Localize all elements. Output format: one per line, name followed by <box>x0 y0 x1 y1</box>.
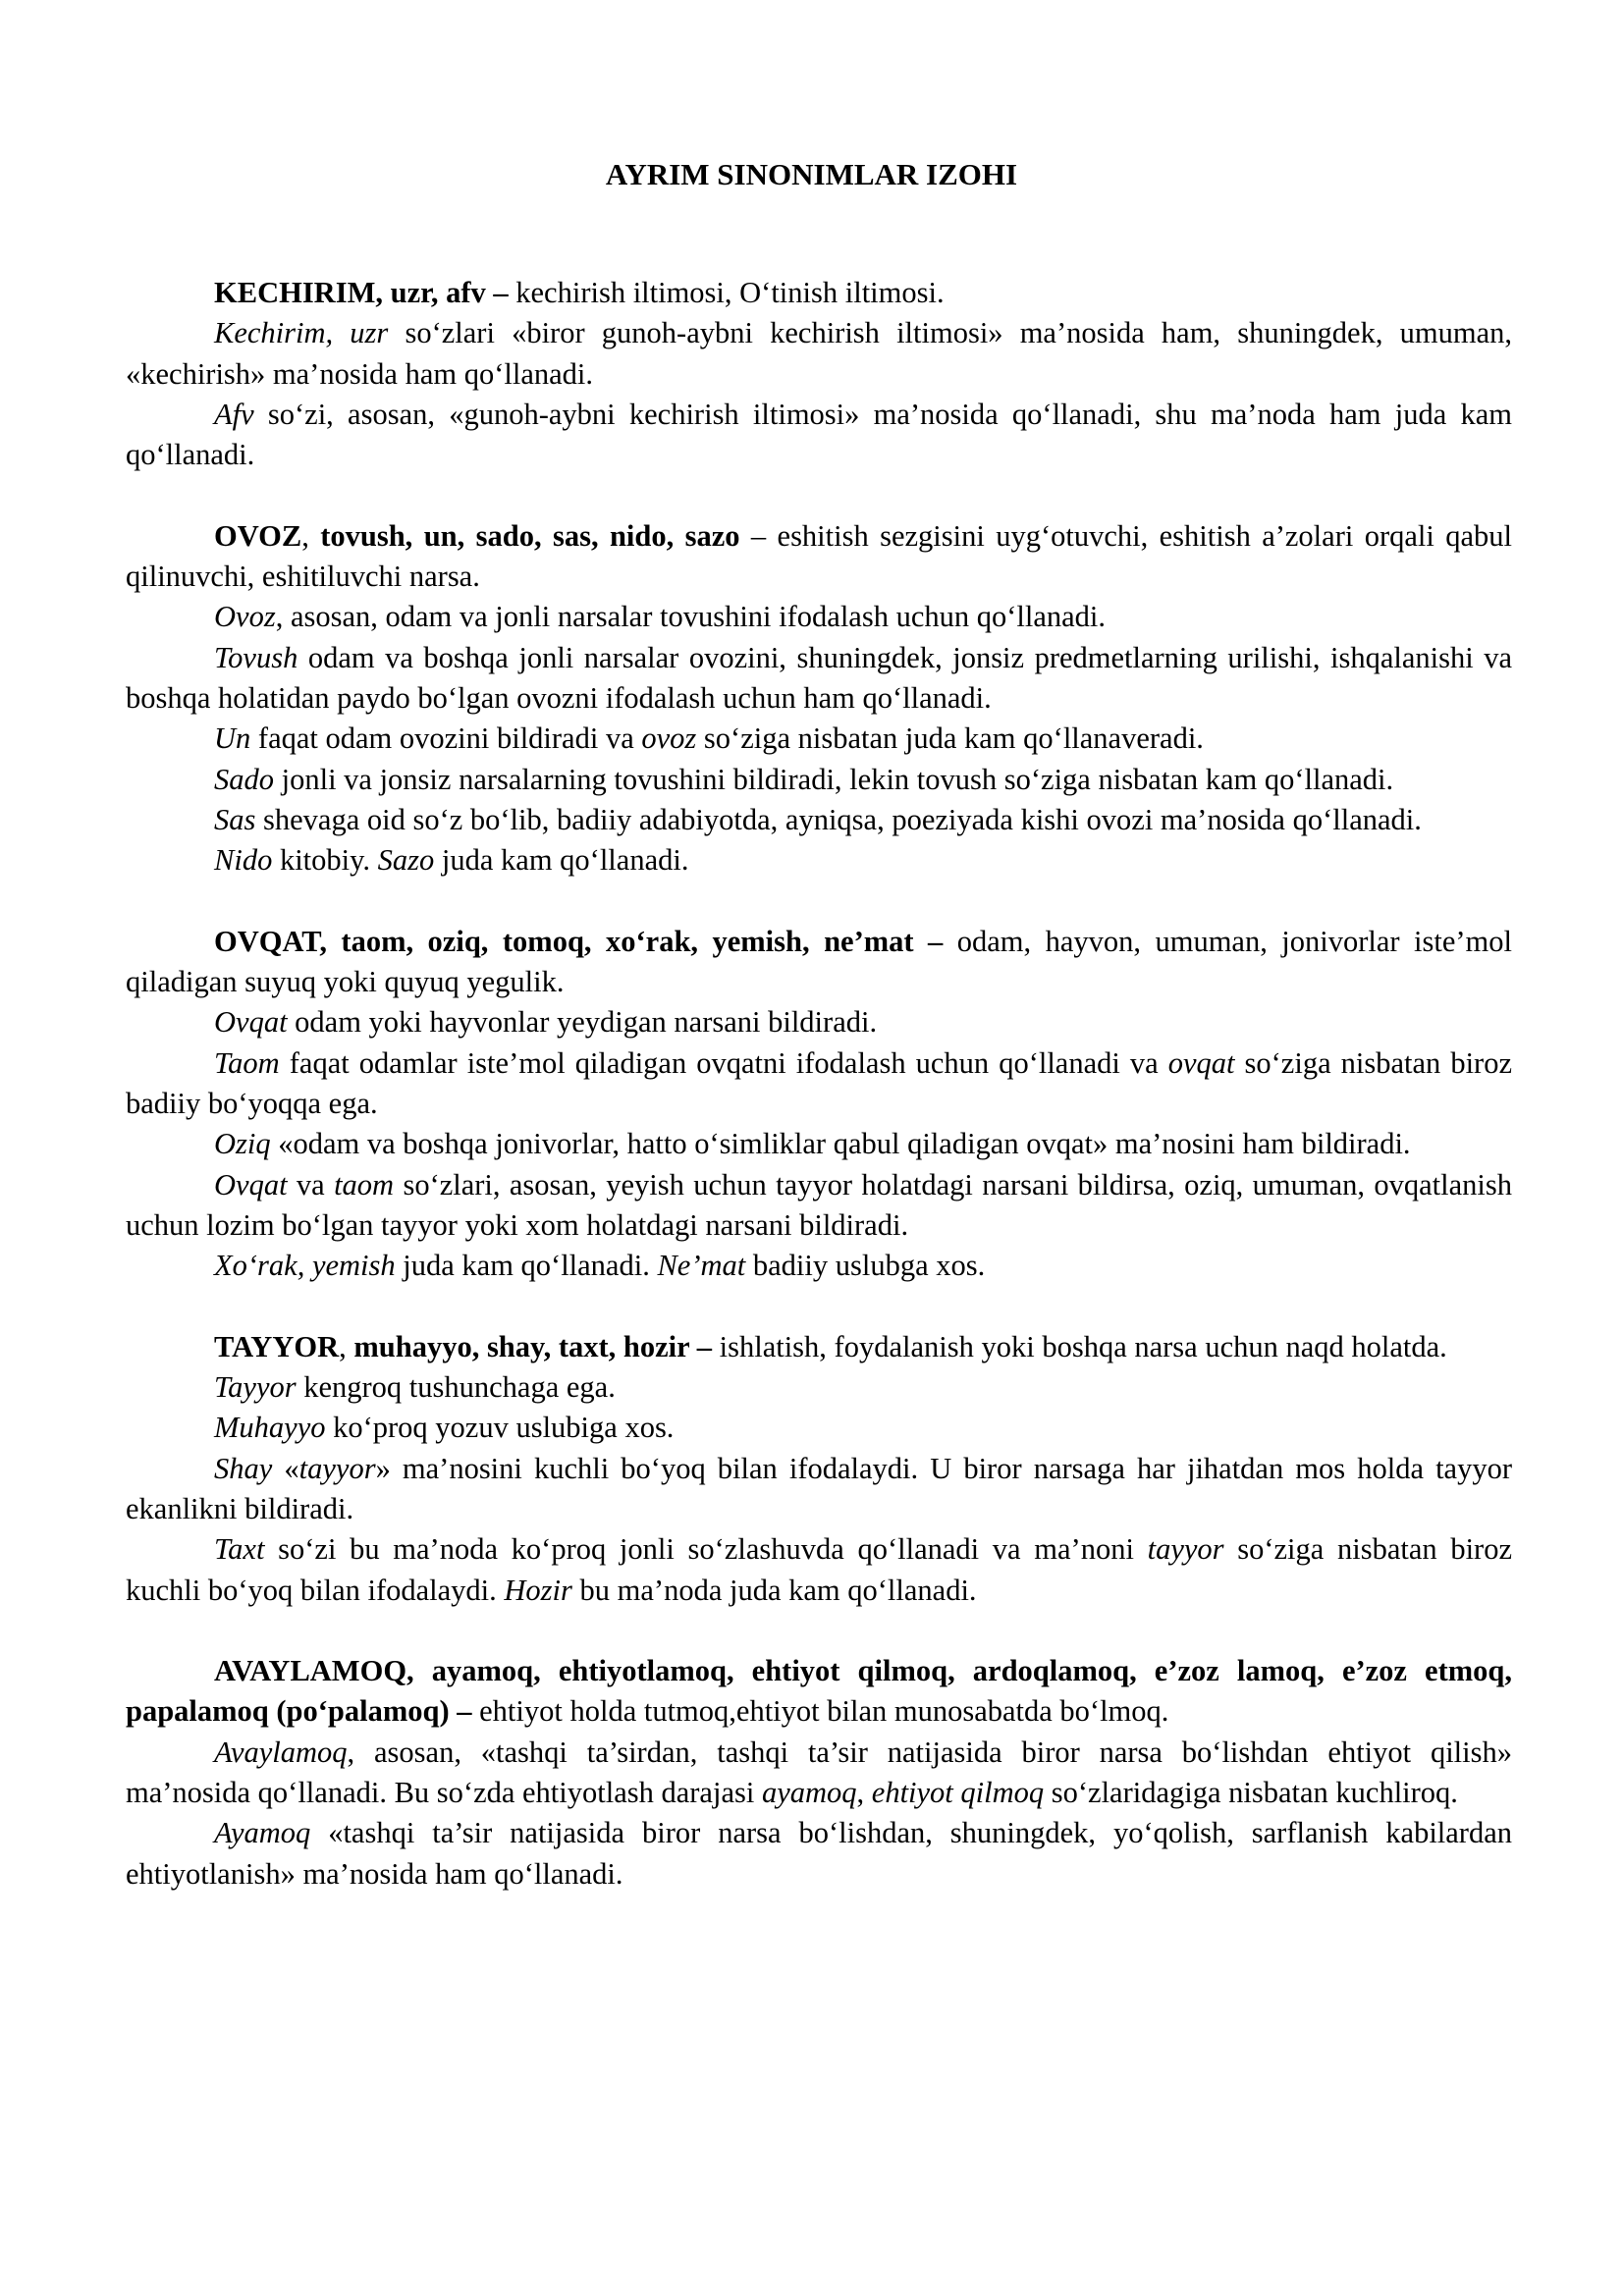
text-run: so‘zlari, asosan, yeyish uchun tayyor holatdagi narsani bildirsa, oziq, umuman, ovqatlanish uchun lozim bo‘lgan tayyor yoki xom holatdagi narsani bildiradi. <box>126 1167 1512 1242</box>
italic-term: Xo‘rak, yemish <box>214 1249 396 1283</box>
italic-term: taom <box>334 1167 395 1201</box>
text-run: juda kam qo‘llanadi. <box>434 843 689 878</box>
headword-run: OVQAT, taom, oziq, tomoq, xo‘rak, yemish, ne’mat – <box>214 924 944 958</box>
headword-run: AVAYLAMOQ, ayamoq, ehtiyotlamoq, ehtiyot qilmoq, ardoqlamoq, e’zoz lamoq, e’zoz etmoq, papalamoq (po‘palamoq) – <box>126 1654 1512 1729</box>
text-run: so‘zlari «biror gunoh-aybni kechirish iltimosi» ma’nosida ham, shuningdek, umuman, «kechirish» ma’nosida ham qo‘llanadi. <box>126 316 1512 391</box>
italic-term: ovoz <box>641 721 697 756</box>
italic-term: ehtiyot qilmoq <box>871 1775 1045 1809</box>
italic-term: Avaylamoq <box>214 1735 348 1769</box>
text-run: so‘zi, asosan, «gunoh-aybni kechirish iltimosi» ma’nosida qo‘llanadi, shu ma’noda ham juda kam qo‘llanadi. <box>126 397 1512 472</box>
paragraph <box>126 1246 1512 1286</box>
italic-term: tayyor <box>298 1451 376 1485</box>
paragraph <box>126 638 1512 720</box>
text-run: » ma’nosini kuchli bo‘yoq bilan ifodalaydi. U biror narsaga har jihatdan mos holda tayyor ekanlikni bildiradi. <box>126 1451 1512 1525</box>
italic-term: Tovush <box>214 640 298 674</box>
headword-run: TAYYOR <box>214 1329 340 1363</box>
italic-term: Ayamoq <box>214 1816 311 1850</box>
text-run: so‘zi bu ma’noda ko‘proq jonli so‘zlashuvda qo‘llanadi va ma’noni <box>264 1532 1148 1567</box>
paragraph <box>126 1043 1512 1125</box>
page-title: AYRIM SINONIMLAR IZOHI <box>605 157 1018 191</box>
text-run: , <box>339 1329 354 1363</box>
paragraph <box>126 922 1512 1003</box>
text-run: kengroq tushunchaga ega. <box>296 1370 616 1405</box>
paragraph <box>126 719 1512 759</box>
text-run: , <box>301 518 321 553</box>
text-run: – eshitish sezgisini uyg‘otuvchi, eshitish a’zolari orqali qabul qilinuvchi, eshitiluvchi narsa. <box>126 518 1512 594</box>
text-run: bu ma’noda juda kam qo‘llanadi. <box>571 1573 977 1607</box>
paragraph <box>126 1327 1512 1367</box>
text-run: , <box>856 1775 872 1809</box>
italic-term: tayyor <box>1147 1532 1224 1567</box>
paragraph <box>126 313 1512 395</box>
text-run: ehtiyot holda tutmoq,ehtiyot bilan munosabatda bo‘lmoq. <box>471 1694 1169 1729</box>
paragraph <box>126 516 1512 598</box>
text-run: jonli va jonsiz narsalarning tovushini bildiradi, lekin tovush so‘ziga nisbatan kam qo‘llanadi. <box>274 762 1394 796</box>
text-run: odam yoki hayvonlar yeydigan narsani bildiradi. <box>287 1005 878 1040</box>
paragraph <box>126 1529 1512 1611</box>
text-run: so‘ziga nisbatan biroz badiiy bo‘yoqqa ega. <box>126 1045 1512 1120</box>
text-run: odam, hayvon, umuman, jonivorlar iste’mol qiladigan suyuq yoki quyuq yegulik. <box>126 924 1513 999</box>
text-run: so‘zlaridagiga nisbatan kuchliroq. <box>1044 1775 1458 1809</box>
italic-term: Taom <box>214 1045 280 1080</box>
text-run: juda kam qo‘llanadi. <box>395 1249 658 1283</box>
paragraph <box>126 840 1512 881</box>
document-body <box>126 273 1512 1895</box>
paragraph <box>126 273 1512 313</box>
italic-term: Taxt <box>214 1532 265 1567</box>
paragraph <box>126 1002 1512 1042</box>
text-run: « <box>272 1451 299 1485</box>
italic-term: Ovqat <box>214 1167 288 1201</box>
italic-term: Ovoz <box>214 600 276 634</box>
paragraph <box>126 1449 1512 1530</box>
text-run: ishlatish, foydalanish yoki boshqa narsa uchun naqd holatda. <box>712 1329 1447 1363</box>
italic-term: Sado <box>214 762 274 796</box>
italic-term: Ovqat <box>214 1005 288 1040</box>
text-run: so‘ziga nisbatan biroz kuchli bo‘yoq bilan ifodalaydi. <box>126 1532 1512 1607</box>
italic-term: Oziq <box>214 1127 271 1161</box>
paragraph <box>126 597 1512 637</box>
headword-run: tovush, un, sado, sas, nido, sazo <box>320 518 740 553</box>
text-run: va <box>287 1167 335 1201</box>
italic-term: Sas <box>214 802 256 836</box>
text-run: so‘ziga nisbatan juda kam qo‘llanaveradi. <box>696 721 1204 756</box>
text-run: shevaga oid so‘z bo‘lib, badiiy adabiyotda, ayniqsa, poeziyada kishi ovozi ma’nosida qo‘llanadi. <box>255 802 1422 836</box>
text-run: kechirish iltimosi, O‘tinish iltimosi. <box>508 276 945 309</box>
paragraph <box>126 1813 1512 1895</box>
italic-term: Tayyor <box>214 1370 297 1405</box>
italic-term: Nido <box>214 843 273 878</box>
text-run: «tashqi ta’sir natijasida biror narsa bo‘lishdan, shuningdek, yo‘qolish, sarflanish kabilardan ehtiyotlanish» ma’nosida ham qo‘llanadi. <box>126 1816 1512 1891</box>
paragraph <box>126 1367 1512 1408</box>
paragraph <box>126 1124 1512 1164</box>
text-run: odam va boshqa jonli narsalar ovozini, shuningdek, jonsiz predmetlarning urilishi, ishqalanishi va boshqa holatidan paydo bo‘lgan ovozni ifodalash uchun ham qo‘llanadi. <box>126 640 1512 715</box>
text-run: badiiy uslubga xos. <box>745 1249 986 1283</box>
text-run: «odam va boshqa jonivorlar, hatto o‘simliklar qabul qiladigan ovqat» ma’nosini ham bildiradi. <box>270 1127 1411 1161</box>
headword-run: OVOZ <box>214 518 302 553</box>
text-run: , asosan, odam va jonli narsalar tovushini ifodalash uchun qo‘llanadi. <box>275 600 1107 634</box>
paragraph <box>126 395 1512 476</box>
italic-term: Kechirim, uzr <box>214 316 389 350</box>
paragraph <box>126 1408 1512 1448</box>
paragraph <box>126 1733 1512 1814</box>
paragraph <box>126 760 1512 800</box>
italic-term: Sazo <box>377 843 435 878</box>
text-run: faqat odam ovozini bildiradi va <box>250 721 642 756</box>
italic-term: Muhayyo <box>214 1411 326 1445</box>
italic-term: ayamoq <box>761 1775 857 1809</box>
paragraph <box>126 800 1512 840</box>
text-run: kitobiy. <box>272 843 378 878</box>
text-run: , asosan, «tashqi ta’sirdan, tashqi ta’sir natijasida biror narsa bo‘lishdan ehtiyot qilish» ma’nosida qo‘llanadi. Bu so‘zda ehtiyotlash darajasi <box>126 1735 1512 1809</box>
italic-term: Hozir <box>504 1573 572 1607</box>
paragraph <box>126 1651 1512 1733</box>
italic-term: ovqat <box>1167 1045 1235 1080</box>
italic-term: Un <box>214 721 251 756</box>
text-run: ko‘proq yozuv uslubiga xos. <box>325 1411 675 1445</box>
italic-term: Shay <box>214 1451 273 1485</box>
paragraph <box>126 1165 1512 1247</box>
italic-term: Afv <box>214 397 254 431</box>
text-run: faqat odamlar iste’mol qiladigan ovqatni ifodalash uchun qo‘llanadi va <box>279 1045 1168 1080</box>
headword-run: muhayyo, shay, taxt, hozir – <box>353 1329 712 1363</box>
italic-term: Ne’mat <box>657 1249 746 1283</box>
headword-run: KECHIRIM, uzr, afv – <box>214 276 509 309</box>
